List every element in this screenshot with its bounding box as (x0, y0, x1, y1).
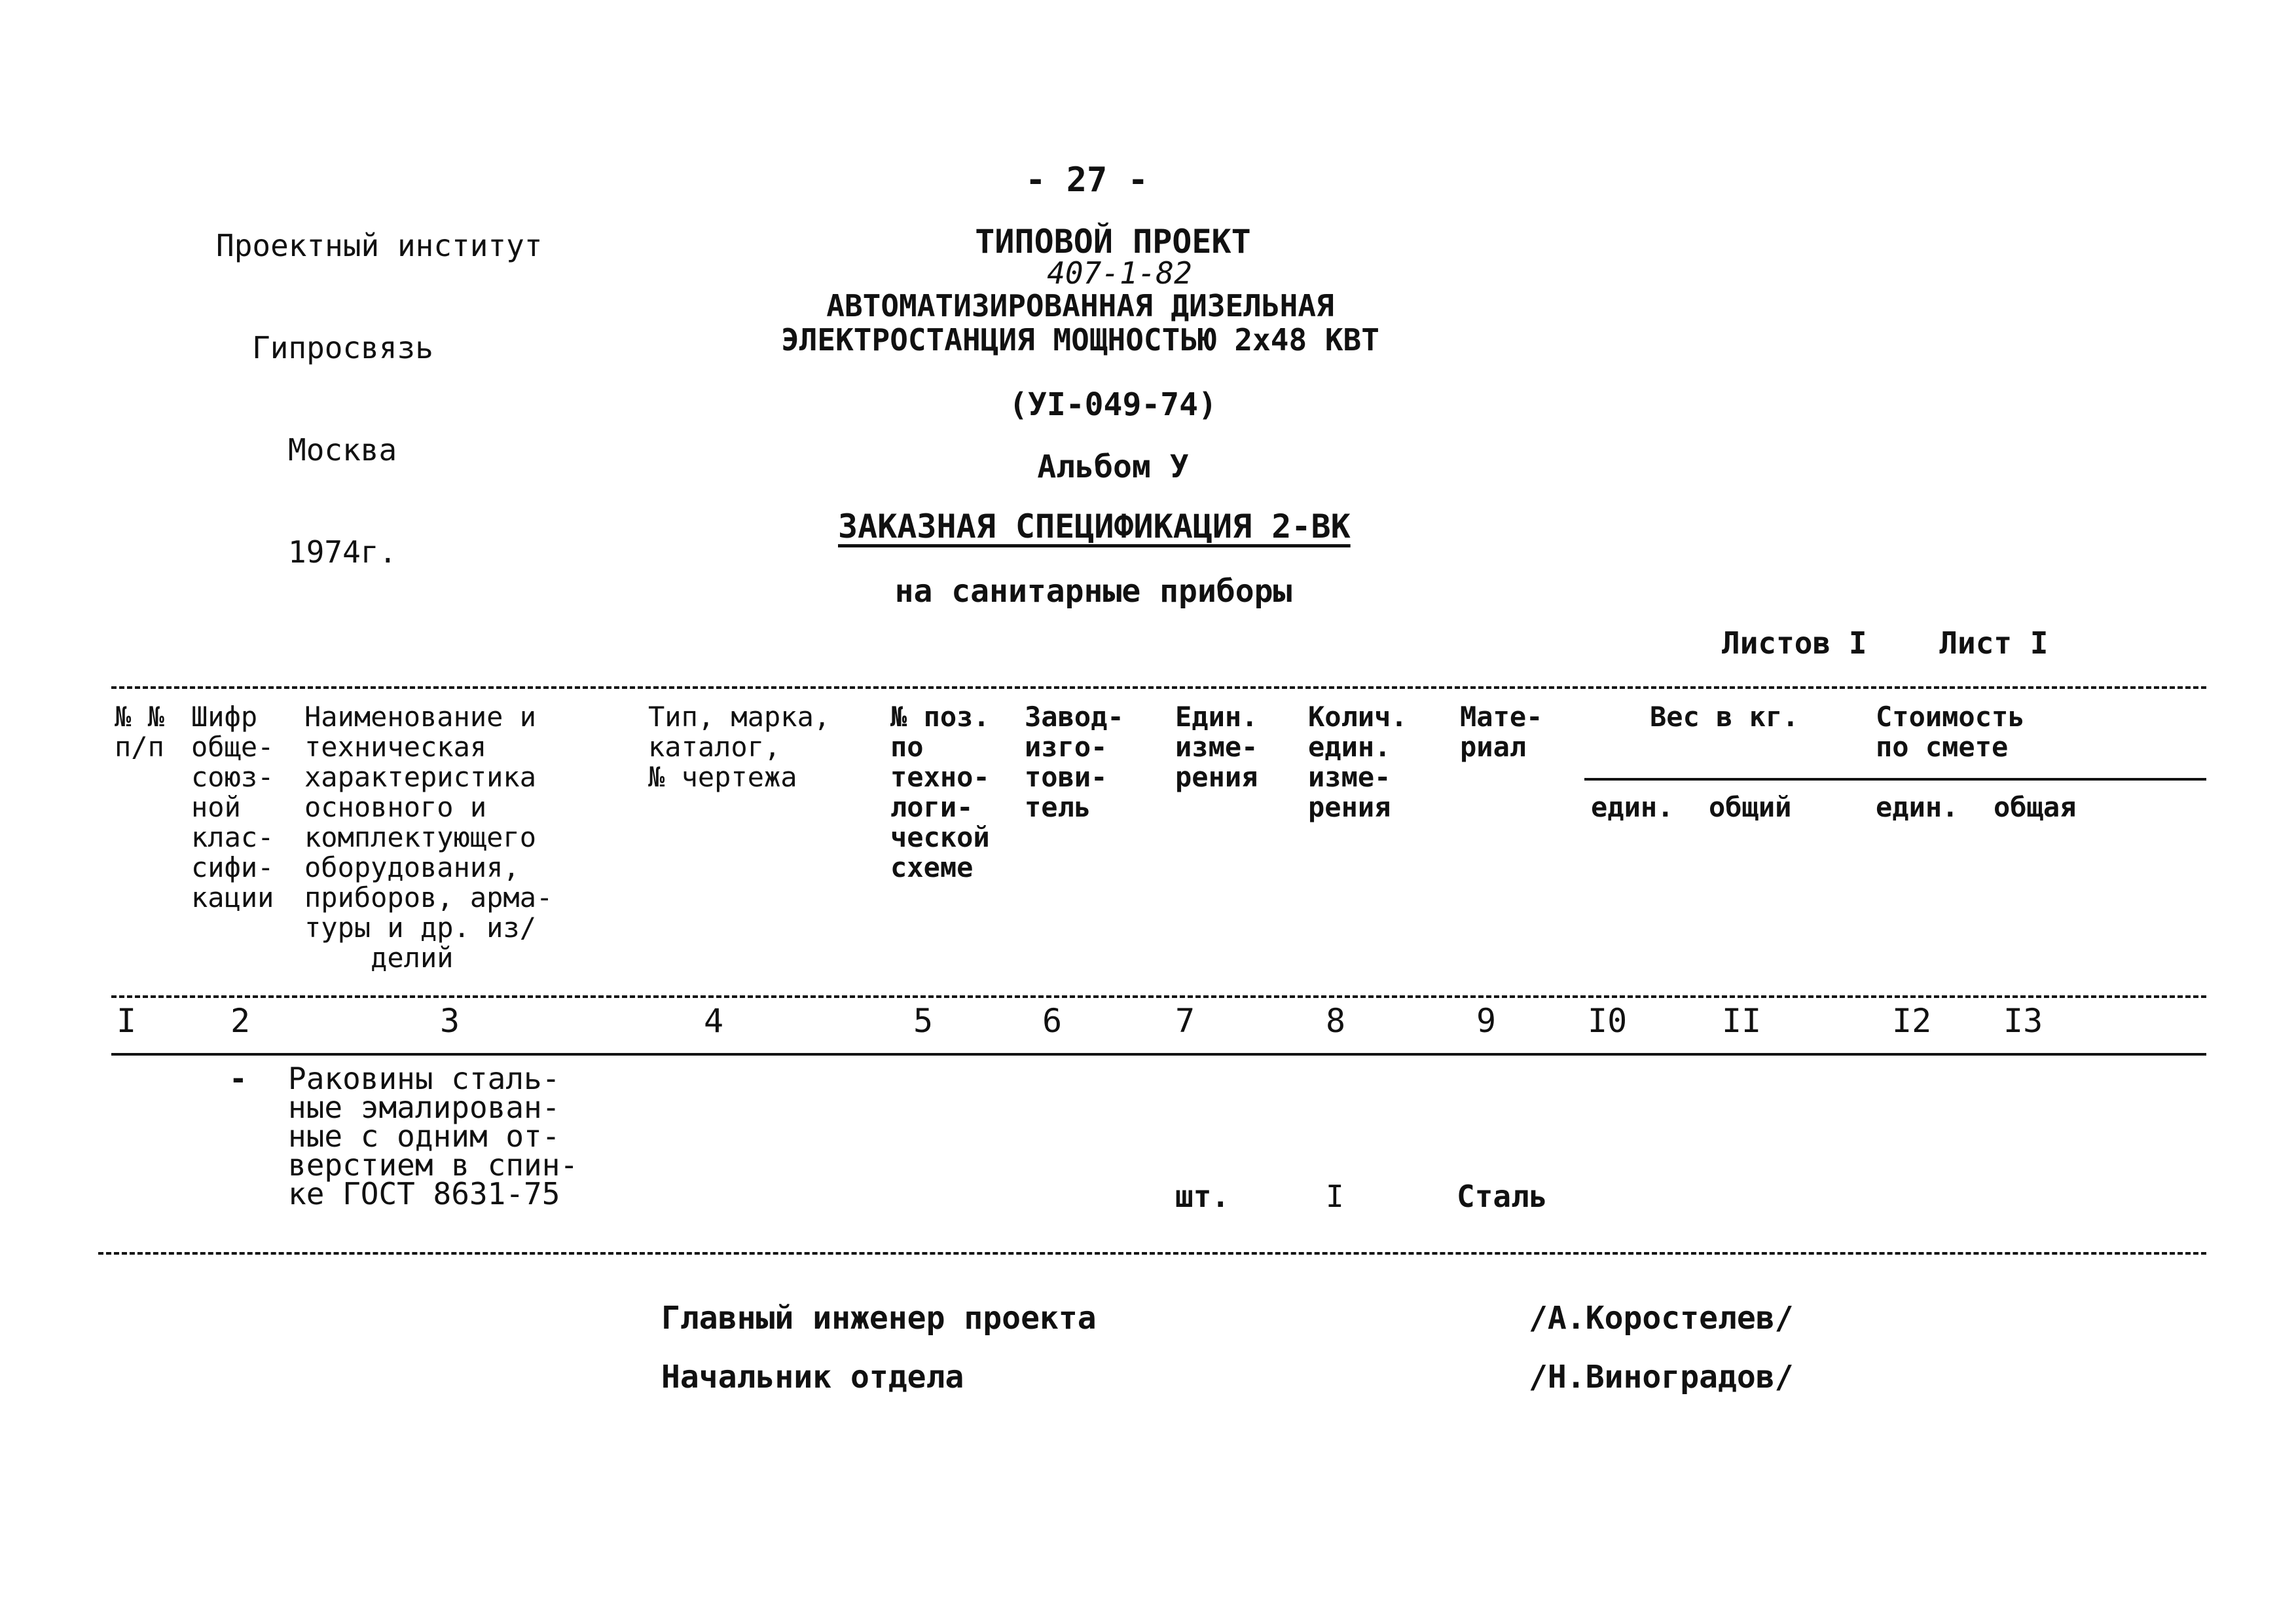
project-number: 407-1-82 (1047, 255, 1192, 291)
page-number: - 27 - (1025, 160, 1148, 200)
column-number: 8 (1326, 1002, 1346, 1040)
column-number: I (117, 1002, 137, 1040)
table-top-rule (111, 686, 2206, 689)
column-number: 9 (1476, 1002, 1497, 1040)
signature-name-department-head: /Н.Виноградов/ (1529, 1359, 1794, 1395)
column-number: 3 (440, 1002, 460, 1040)
weight-cost-subrule (1584, 778, 2206, 781)
column-number: 6 (1042, 1002, 1063, 1040)
project-code: (УI-049-74) (1009, 386, 1217, 423)
row-code: - (229, 1061, 247, 1096)
signature-role-department-head: Начальник отдела (661, 1359, 964, 1395)
header-col-unit: Един. изме- рения (1175, 701, 1258, 793)
project-type: ТИПОВОЙ ПРОЕКТ (975, 223, 1251, 261)
signature-role-chief-engineer: Главный инженер проекта (661, 1300, 1097, 1337)
header-cost: Стоимость по смете (1876, 701, 2025, 763)
album-label: Альбом У (1037, 449, 1189, 485)
project-title-line-1: АВТОМАТИЗИРОВАННАЯ ДИЗЕЛЬНАЯ (826, 288, 1334, 323)
spec-title: ЗАКАЗНАЯ СПЕЦИФИКАЦИЯ 2-ВК (838, 507, 1351, 545)
column-number: I0 (1588, 1002, 1628, 1040)
signature-name-chief-engineer: /А.Коростелев/ (1529, 1300, 1794, 1337)
column-number: I3 (2003, 1002, 2043, 1040)
row-quantity: I (1326, 1179, 1344, 1214)
table-bottom-rule (98, 1252, 2206, 1255)
header-cost-unit: един. (1876, 791, 1959, 823)
header-weight: Вес в кг. (1650, 701, 1799, 733)
header-cost-total: общая (1994, 791, 2077, 823)
header-col-code: Шифр обще- союз- ной клас- сифи- кации (191, 701, 274, 913)
header-col-position: № поз. по техно- логи- ческой схеме (890, 701, 990, 883)
column-number: 2 (230, 1002, 251, 1040)
sheet-count: Листов I Лист I (1722, 625, 2049, 661)
institute-name: Проектный институт (216, 228, 543, 263)
header-col-manufacturer: Завод- изго- тови- тель (1025, 701, 1124, 823)
institute-block (216, 160, 543, 603)
header-weight-unit: един. (1591, 791, 1674, 823)
row-unit: шт. (1175, 1179, 1230, 1214)
institute-org: Гипросвязь (252, 330, 433, 365)
institute-city: Москва (288, 432, 397, 468)
header-col-material: Мате- риал (1460, 701, 1543, 763)
header-col-type: Тип, марка, каталог, № чертежа (648, 701, 831, 793)
header-bottom-rule (111, 995, 2206, 998)
project-title-line-2: ЭЛЕКТРОСТАНЦИЯ МОЩНОСТЬЮ 2х48 КВТ (781, 322, 1379, 358)
row-material: Сталь (1457, 1179, 1548, 1214)
institute-year: 1974г. (288, 534, 397, 570)
spec-subtitle: на санитарные приборы (894, 573, 1292, 610)
header-col-number: № № п/п (115, 701, 164, 763)
row-name: Раковины сталь- ные эмалирован- ные с одним от- верстием в спин- ке ГОСТ 8631-75 (288, 1061, 579, 1211)
numbers-bottom-rule (111, 1053, 2206, 1056)
column-number: 5 (913, 1002, 934, 1040)
column-number: II (1722, 1002, 1762, 1040)
header-weight-total: общий (1709, 791, 1792, 823)
column-number: I2 (1892, 1002, 1932, 1040)
header-col-quantity: Колич. един. изме- рения (1308, 701, 1408, 823)
header-col-name: Наименование и техническая характеристика основного и комплектующего оборудования, приборов, арма- туры и др. из/ делий (304, 701, 553, 974)
column-number: 4 (704, 1002, 724, 1040)
column-number: 7 (1175, 1002, 1195, 1040)
